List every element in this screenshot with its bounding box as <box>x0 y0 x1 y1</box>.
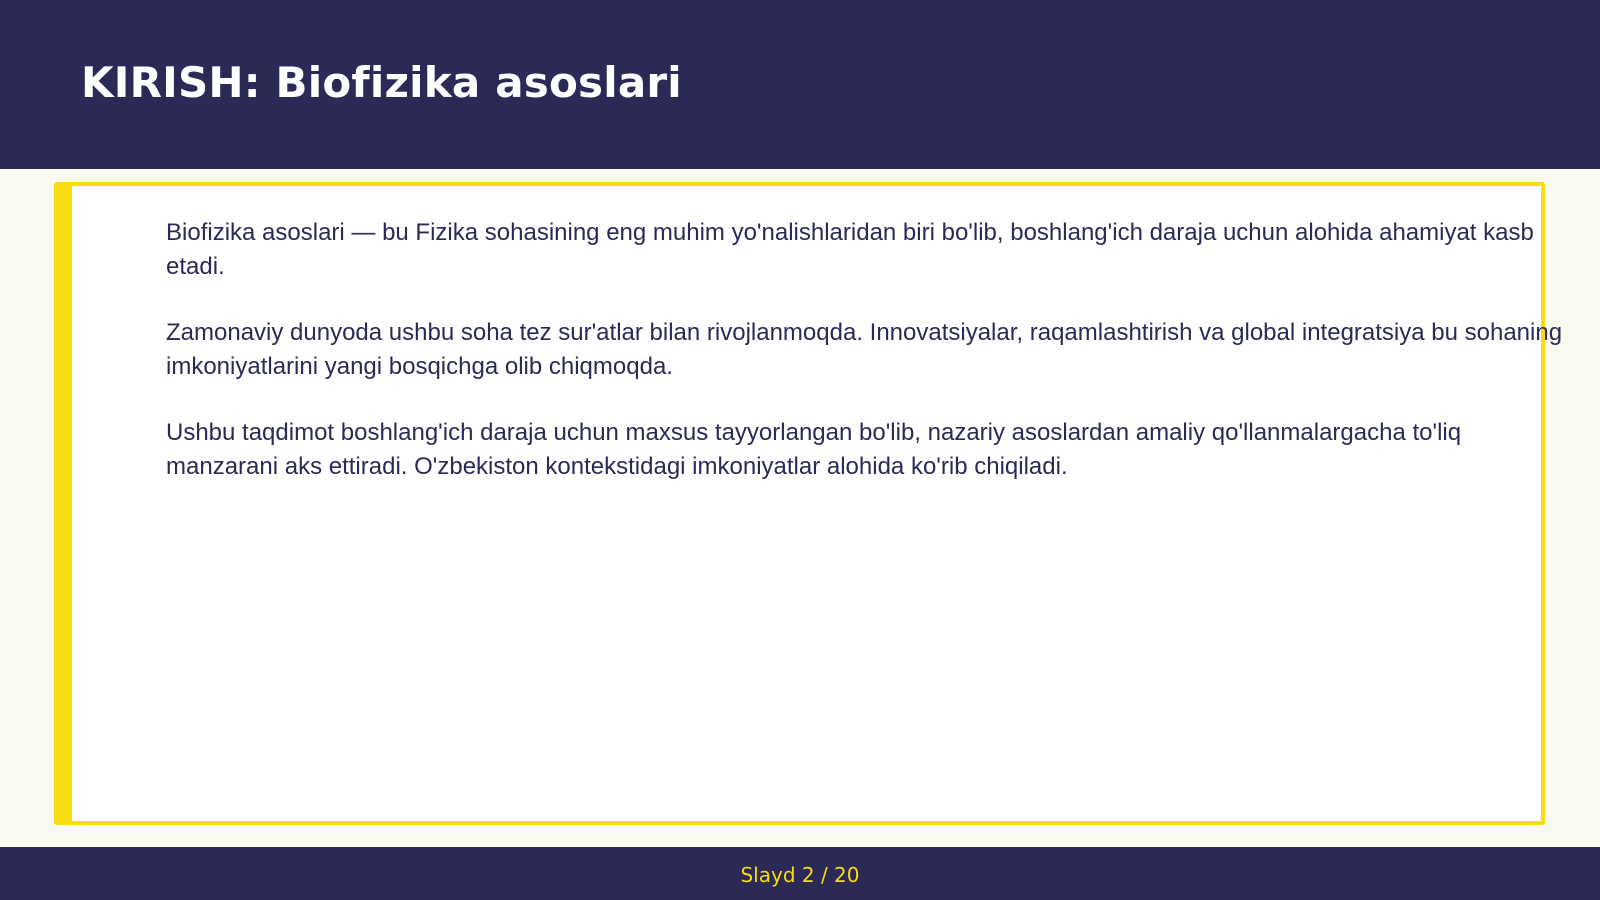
intro-paragraph-1: Biofizika asoslari — bu Fizika sohasining eng muhim yo'nalishlaridan biri bo'lib, boshlang'ich daraja uchun alohida ahamiyat kasb etadi. <box>166 219 1534 280</box>
slide-title: KIRISH: Biofizika asoslari <box>81 58 682 107</box>
content-body <box>166 216 1576 516</box>
slide-footer <box>0 847 1600 900</box>
content-card <box>54 182 1563 825</box>
slide-header <box>0 0 1600 169</box>
intro-paragraph-2: Zamonaviy dunyoda ushbu soha tez sur'atlar bilan rivojlanmoqda. Innovatsiyalar, raqamlashtirish va global integratsiya bu sohaning imkoniyatlarini yangi bosqichga olib chiqmoqda. <box>166 319 1563 380</box>
slide-counter: Slayd 2 / 20 <box>740 862 860 887</box>
intro-paragraph-3: Ushbu taqdimot boshlang'ich daraja uchun maxsus tayyorlangan bo'lib, nazariy asoslardan amaliy qo'llanmalargacha to'liq manzarani aks ettiradi. O'zbekiston kontekstidagi imkoniyatlar alohida ko'rib chiqiladi. <box>166 419 1462 480</box>
